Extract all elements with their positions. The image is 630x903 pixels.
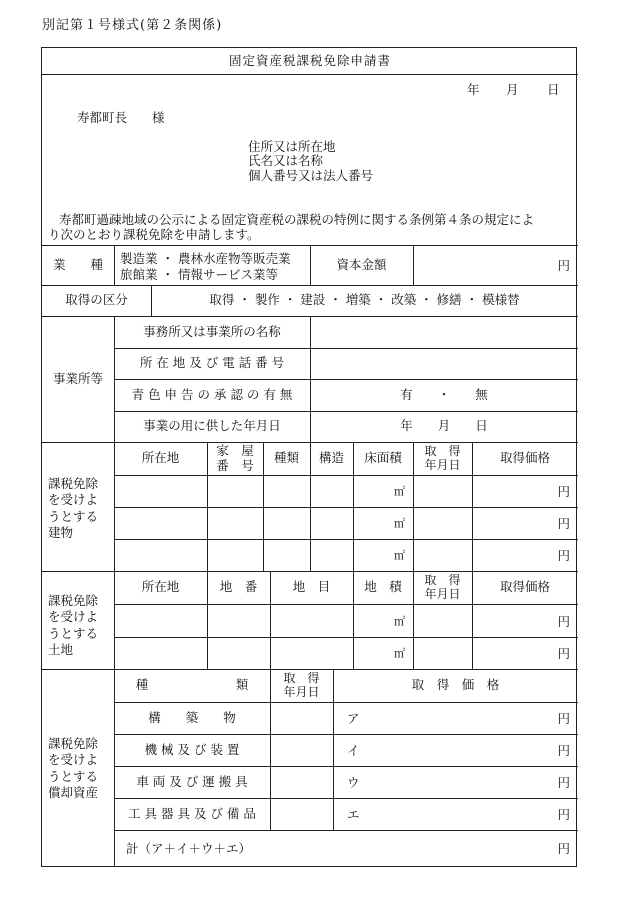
land-header-acq-date: 取 得 年月日 [424,572,461,601]
dep-total-label: 計（ア＋イ＋ウ＋エ） [126,841,252,856]
rule-title [42,74,578,75]
form-caption: 別記第１号様式(第２条関係) [42,18,223,33]
depreciable-group-label-line: を受けよ [48,752,99,768]
date-year-label: 年 [467,82,480,97]
dep-total-price[interactable]: 円 [557,841,570,856]
land-row-2-price[interactable]: 円 [557,646,570,661]
dep-row-structures-label: 構 築 物 [148,709,236,725]
statement-line-1: 寿都町過疎地域の公示による固定資産税の課税の特例に関する条例第４条の規定によ [59,212,535,227]
form-title: 固定資産税課税免除申請書 [228,52,391,68]
buildings-group-label-line: 建物 [48,524,74,540]
buildings-group-label-line: うとする [48,508,99,524]
name-label: 氏名又は名称 [248,153,324,168]
bldg-header-price: 取得価格 [499,450,550,466]
dep-row-machinery-label: 機 械 及 び 装 置 [144,741,240,757]
capital-yen-unit: 円 [557,258,570,273]
land-group-label-line: を受けよ [48,609,99,625]
blue-return-choice[interactable]: 有 ・ 無 [400,386,488,402]
land-header-category: 地 目 [292,579,331,595]
addressee: 寿都町長 様 [77,110,165,125]
bldg-row-2-area[interactable]: ㎡ [394,517,405,530]
bldg-header-location: 所在地 [141,450,180,466]
office-address-label: 所 在 地 及 び 電 話 番 号 [139,355,285,371]
office-name-label: 事務所又は事業所の名称 [143,323,281,339]
land-row-1-price[interactable]: 円 [557,613,570,629]
dep-row-machinery-mark: イ [347,743,360,758]
bldg-row-1-area[interactable]: ㎡ [394,485,405,498]
dep-header-acq-date: 取 得 年月日 [283,670,320,699]
bldg-header-kind: 種類 [273,450,299,466]
bldg-header-house-number: 家 屋 番 号 [216,443,254,473]
depreciable-group-label [48,736,98,801]
blue-return-label: 青 色 申 告 の 承 認 の 有 無 [131,386,293,402]
dep-header-kind: 種 類 [135,677,249,693]
dep-row-vehicles-mark: ウ [347,775,360,790]
land-header-price: 取得価格 [499,579,550,595]
business-start-date-label: 事業の用に供した年月日 [143,418,281,434]
industry-options-line-2[interactable]: 旅館業 ・ 情報サービス業等 [120,266,278,282]
office-address-field[interactable] [310,348,578,379]
dep-row-structures-price[interactable]: 円 [557,711,570,726]
date-month-label: 月 [506,82,519,97]
capital-field[interactable] [413,245,578,285]
dep-row-tools-mark: エ [347,807,360,822]
industry-options-line-1[interactable]: 製造業 ・ 農林水産物等販売業 [120,251,291,266]
bldg-header-acq-date: 取 得 年月日 [424,443,461,472]
land-group-label-line: うとする [48,625,99,641]
land-row-1-area[interactable]: ㎡ [394,614,405,628]
depreciable-group-label-line: うとする [48,768,99,784]
dep-header-price: 取 得 価 格 [411,677,500,693]
bldg-header-structure: 構造 [318,450,344,466]
application-form [41,47,577,867]
acquisition-type-options[interactable]: 取得 ・ 製作 ・ 建設 ・ 増築 ・ 改築 ・ 修繕 ・ 模様替 [209,292,520,308]
acquisition-type-label: 取得の区分 [65,292,128,308]
bldg-row-3-price[interactable]: 円 [557,548,570,563]
industry-label: 業 種 [52,256,103,272]
vrule-ind-1 [114,245,115,285]
land-header-lot-number: 地 番 [219,579,258,595]
land-row-2-area[interactable]: ㎡ [394,647,405,660]
capital-label: 資本金額 [336,256,387,272]
dep-row-machinery-price[interactable]: 円 [557,743,570,758]
bldg-row-3-area[interactable]: ㎡ [394,549,405,562]
statement-line-2: り次のとおり課税免除を申請します。 [48,227,260,242]
bldg-row-2-price[interactable]: 円 [557,516,570,531]
land-header-location: 所在地 [141,579,180,595]
land-group-label [48,593,98,658]
land-group-label-line: 課税免除 [48,593,99,608]
land-header-area: 地 積 [364,579,402,595]
buildings-group-label-line: 課税免除 [48,476,99,491]
buildings-group-label [48,476,98,541]
date-day-label: 日 [547,82,560,97]
bldg-header-floor-area: 床面積 [364,450,402,466]
dep-row-vehicles-price[interactable]: 円 [557,775,570,790]
bldg-row-1-price[interactable]: 円 [557,484,570,499]
industry-options[interactable] [120,251,290,282]
business-start-date-field[interactable]: 年 月 日 [400,418,488,434]
depreciable-group-label-line: 課税免除 [48,736,99,751]
office-group-label: 事業所等 [52,370,103,386]
buildings-group-label-line: を受けよ [48,492,99,508]
dep-row-tools-label: 工 具 器 具 及 び 備 品 [128,805,256,821]
id-number-label: 個人番号又は法人番号 [248,168,374,183]
dep-row-structures-mark: ア [347,711,360,726]
dep-row-vehicles-label: 車 両 及 び 運 搬 具 [136,773,248,789]
depreciable-group-label-line: 償却資産 [48,784,99,800]
office-name-field[interactable] [310,316,578,348]
land-group-label-line: 土地 [48,641,74,657]
address-label: 住所又は所在地 [248,139,336,154]
dep-row-tools-price[interactable]: 円 [557,807,570,822]
